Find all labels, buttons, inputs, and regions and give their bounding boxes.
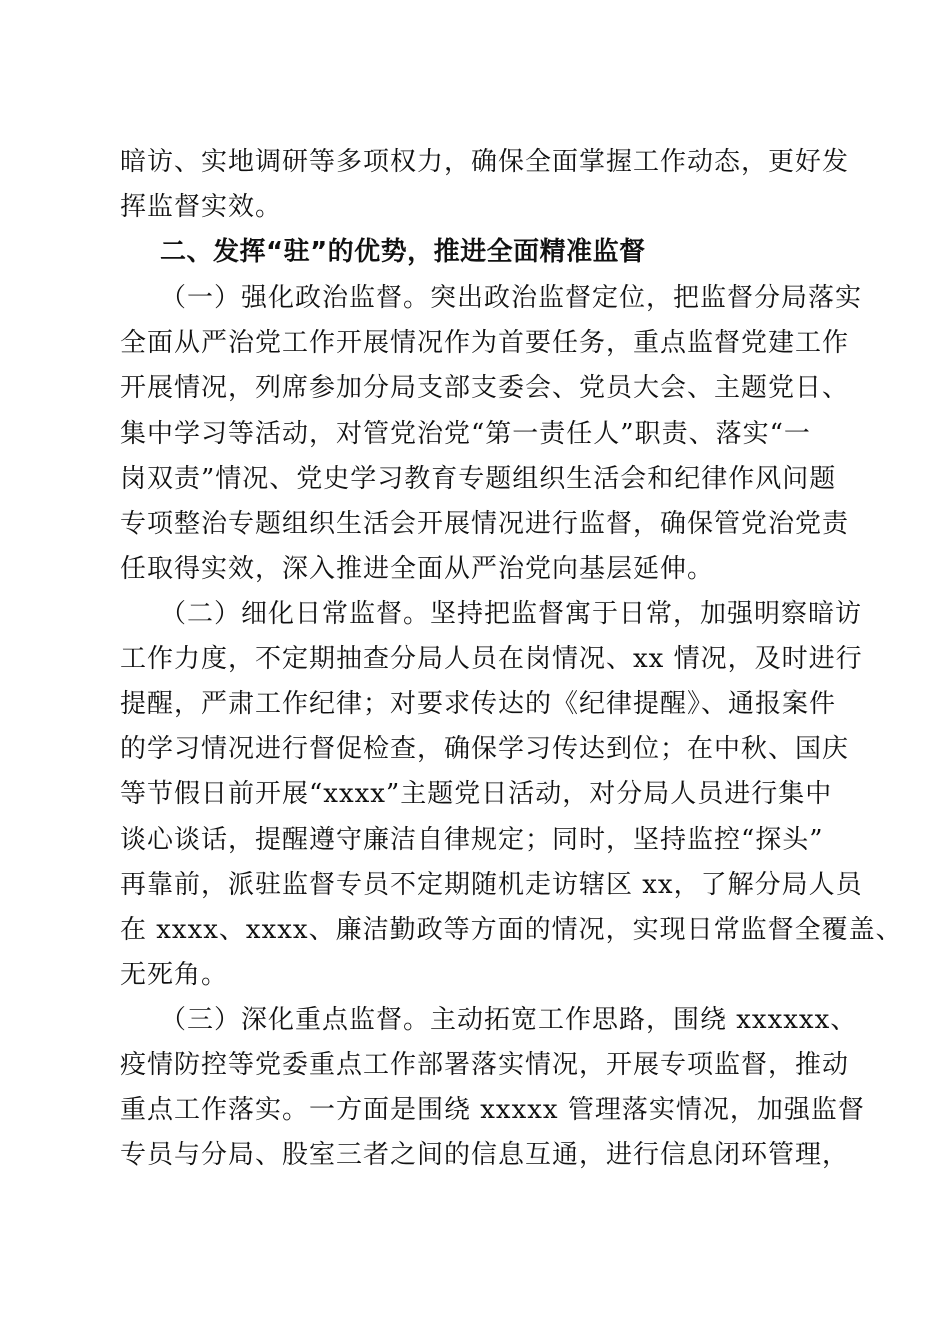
paragraph-line: 在 xxxx、xxxx、廉洁勤政等方面的情况，实现日常监督全覆盖、 [120, 915, 903, 945]
paragraph-line: （二）细化日常监督。坚持把监督寓于日常，加强明察暗访 [160, 599, 863, 629]
paragraph-line: 等节假日前开展“xxxx”主题党日活动，对分局人员进行集中 [120, 779, 833, 809]
paragraph-line: （一）强化政治监督。突出政治监督定位，把监督分局落实 [160, 283, 863, 313]
paragraph-line: 无死角。 [120, 960, 229, 990]
paragraph-line: 的学习情况进行督促检查，确保学习传达到位；在中秋、国庆 [120, 734, 850, 764]
paragraph-line: 挥监督实效。 [120, 192, 283, 222]
paragraph-line: 提醒，严肃工作纪律；对要求传达的《纪律提醒》、通报案件 [120, 689, 837, 719]
paragraph-line: 暗访、实地调研等多项权力，确保全面掌握工作动态，更好发 [120, 147, 850, 177]
section-heading: 二、发挥“驻”的优势，推进全面精准监督 [160, 237, 646, 267]
paragraph-line: （三）深化重点监督。主动拓宽工作思路，围绕 xxxxxx、 [160, 1005, 858, 1035]
paragraph-line: 专项整治专题组织生活会开展情况进行监督，确保管党治党责 [120, 509, 850, 539]
paragraph-line: 谈心谈话，提醒遵守廉洁自律规定；同时，坚持监控“探头” [120, 825, 824, 855]
paragraph-line: 岗双责”情况、党史学习教育专题组织生活会和纪律作风问题 [120, 464, 837, 494]
paragraph-line: 专员与分局、股室三者之间的信息互通，进行信息闭环管理， [120, 1140, 850, 1170]
paragraph-line: 再靠前，派驻监督专员不定期随机走访辖区 xx，了解分局人员 [120, 870, 863, 900]
paragraph-line: 全面从严治党工作开展情况作为首要任务，重点监督党建工作 [120, 328, 850, 358]
paragraph-line: 集中学习等活动，对管党治党“第一责任人”职责、落实“一 [120, 419, 811, 449]
paragraph-line: 疫情防控等党委重点工作部署落实情况，开展专项监督，推动 [120, 1050, 850, 1080]
paragraph-line: 重点工作落实。一方面是围绕 xxxxx 管理落实情况，加强监督 [120, 1095, 865, 1125]
paragraph-line: 任取得实效，深入推进全面从严治党向基层延伸。 [120, 554, 715, 584]
paragraph-line: 工作力度，不定期抽查分局人员在岗情况、xx 情况，及时进行 [120, 644, 863, 674]
paragraph-line: 开展情况，列席参加分局支部支委会、党员大会、主题党日、 [120, 373, 850, 403]
